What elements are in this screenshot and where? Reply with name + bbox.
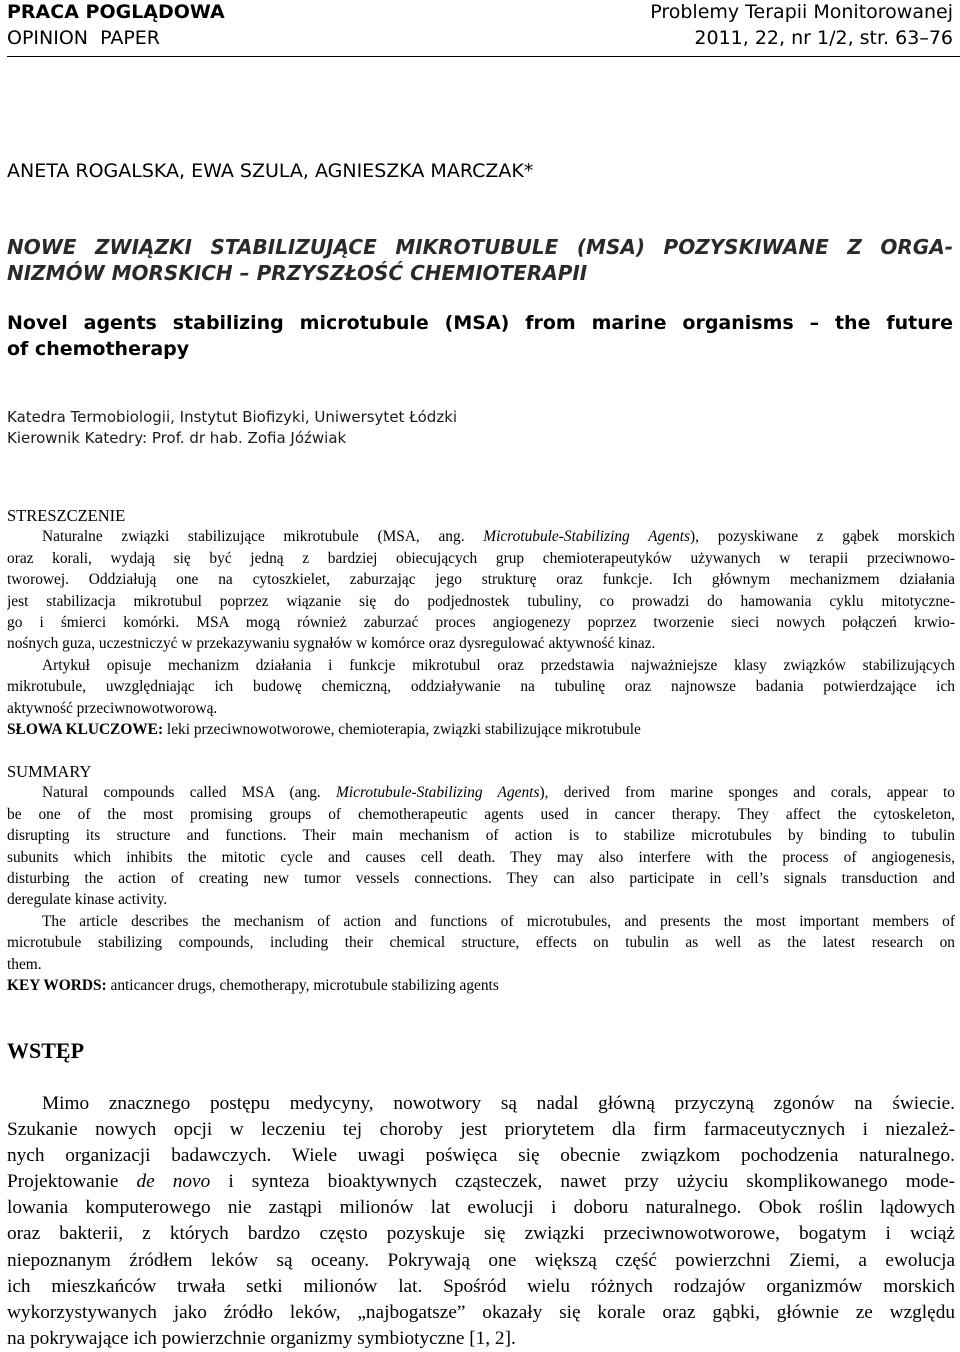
abstract-english-line: disrupting its structure and functions. Their main mechanism of action is to stabilize microtubules by binding to tubulin bbox=[7, 827, 955, 845]
text-run: i synteza bioaktywnych cząsteczek, nawet przy użyciu skomplikowanego mode- bbox=[210, 1171, 955, 1193]
introduction-line: Szukanie nowych opcji w leczeniu tej choroby jest priorytetem dla firm farmaceutycznych i niezależ- bbox=[7, 1119, 955, 1141]
title-polish bbox=[7, 234, 953, 286]
abstract-english-line: them. bbox=[7, 955, 42, 973]
keywords-label: SŁOWA KLUCZOWE: bbox=[7, 721, 164, 739]
affiliation bbox=[7, 407, 457, 449]
introduction-line: nych organizacji badawczych. Wiele uwagi poświęca się obecnie związkom pochodzenia naturalnego. bbox=[7, 1145, 955, 1167]
title-polish-line: NIZMÓW MORSKICH – PRZYSZŁOŚĆ CHEMIOTERAPII bbox=[7, 261, 588, 285]
title-polish-line: NOWE ZWIĄZKI STABILIZUJĄCE MIKROTUBULE (MSA) POZYSKIWANE Z ORGA- bbox=[7, 235, 953, 259]
text-run: Natural compounds called MSA (ang. bbox=[42, 784, 337, 802]
text-run: ), derived from marine sponges and corals, appear to bbox=[539, 784, 955, 802]
introduction-line: ich mieszkańców trwała setki milionów lat. Spośród wielu różnych rodzajów organizmów morskich bbox=[7, 1275, 955, 1297]
title-english-line: of chemotherapy bbox=[7, 338, 190, 360]
abstract-polish bbox=[7, 505, 955, 740]
affiliation-line: Katedra Termobiologii, Instytut Biofizyki, Uniwersytet Łódzki bbox=[7, 408, 458, 426]
keywords-english bbox=[7, 975, 955, 996]
abstract-english bbox=[7, 761, 955, 996]
abstract-polish-line: go i śmierci komórki. MSA mogą również zaburzać proces angiogenezy poprzez tworzenie sieci nowych połączeń krwio- bbox=[7, 614, 955, 632]
abstract-polish-line: oraz korali, wydają się być jedną z bardziej obiecujących grup chemioterapeutyków używanych w terapii przeciwnowo- bbox=[7, 549, 955, 567]
article-type-en: OPINION PAPER bbox=[7, 27, 160, 49]
introduction-line bbox=[7, 1169, 955, 1195]
abstract-polish-line: nośnych guza, uczestniczyć w przekazywaniu sygnałów w komórce oraz dysregulować aktywność kinaz. bbox=[7, 635, 656, 653]
abstract-english-line: disturbing the action of creating new tumor vessels connections. They can also participate in cell’s signals transduction and bbox=[7, 870, 955, 888]
journal-name: Problemy Terapii Monitorowanej bbox=[650, 1, 953, 23]
abstract-english-line bbox=[7, 782, 955, 803]
journal-header-row-2 bbox=[7, 26, 953, 51]
keywords-text: leki przeciwnowotworowe, chemioterapia, związki stabilizujące mikrotubule bbox=[163, 721, 641, 739]
header-divider bbox=[7, 56, 960, 57]
section-heading-introduction: WSTĘP bbox=[7, 1038, 85, 1063]
abstract-english-heading: SUMMARY bbox=[7, 762, 92, 781]
affiliation-line: Kierownik Katedry: Prof. dr hab. Zofia Jóźwiak bbox=[7, 429, 347, 447]
abstract-polish-line: tworowej. Oddziałują one na cytoszkielet, zaburzając jego strukturę oraz funkcje. Ich głównym mechanizmem działania bbox=[7, 571, 955, 589]
text-run-italic: de novo bbox=[136, 1171, 211, 1193]
introduction-line: na pokrywające ich powierzchnie organizmy symbiotyczne [1, 2]. bbox=[7, 1327, 516, 1349]
keywords-text: anticancer drugs, chemotherapy, microtubule stabilizing agents bbox=[106, 977, 499, 995]
abstract-polish-heading: STRESZCZENIE bbox=[7, 506, 126, 525]
text-run: Projektowanie bbox=[7, 1171, 137, 1193]
authors: ANETA ROGALSKA, EWA SZULA, AGNIESZKA MARCZAK* bbox=[7, 160, 534, 182]
introduction-line: wykorzystywanych jako źródło leków, „najbogatsze” okazały się korale oraz gąbki, głównie ze względu bbox=[7, 1301, 955, 1323]
title-english bbox=[7, 310, 953, 362]
title-english-line: Novel agents stabilizing microtubule (MSA) from marine organisms – the future bbox=[7, 312, 953, 334]
text-run-italic: Microtubule-Stabilizing Agents bbox=[483, 528, 691, 546]
text-run-italic: Microtubule-Stabilizing Agents bbox=[336, 784, 540, 802]
journal-header-row-1 bbox=[7, 0, 953, 25]
abstract-english-line: microtubule stabilizing compounds, including their chemical structure, effects on tubulin as well as the latest research on bbox=[7, 934, 955, 952]
keywords-polish bbox=[7, 719, 955, 740]
introduction-line: niepoznanym źródłem leków są oceany. Pokrywają one większą część powierzchni Ziemi, a ewolucja bbox=[7, 1249, 955, 1271]
text-run: Naturalne związki stabilizujące mikrotubule (MSA, ang. bbox=[42, 528, 484, 546]
abstract-polish-line bbox=[7, 526, 955, 547]
journal-volume: 2011, 22, nr 1/2, str. 63–76 bbox=[694, 27, 953, 49]
introduction-line: Mimo znacznego postępu medycyny, nowotwory są nadal główną przyczyną zgonów na świecie. bbox=[42, 1093, 955, 1114]
abstract-english-line: be one of the most promising groups of chemotherapeutic agents used in cancer therapy. They affect the cytoskeleton, bbox=[7, 805, 955, 823]
abstract-polish-line: aktywność przeciwnowotworową. bbox=[7, 699, 218, 717]
introduction-body bbox=[7, 1091, 955, 1352]
introduction-line: lowania komputerowego nie zastąpi milionów lat ewolucji i doboru naturalnego. Obok roślin lądowych bbox=[7, 1197, 955, 1219]
abstract-english-line: The article describes the mechanism of action and functions of microtubules, and presents the most important members of bbox=[42, 912, 955, 930]
abstract-english-line: subunits which inhibits the mitotic cycle and causes cell death. They may also interfere with the process of angiogenesis, bbox=[7, 848, 955, 866]
abstract-polish-line: mikrotubule, uwzględniając ich budowę chemiczną, oddziaływanie na tubulinę oraz najnowsze badania potwierdzające ich bbox=[7, 678, 955, 696]
introduction-line: oraz bakterii, z których bardzo często pozyskuje się związki przeciwnowotworowe, bogatym i wciąż bbox=[7, 1223, 955, 1245]
abstract-polish-line: Artykuł opisuje mechanizm działania i funkcje mikrotubul oraz przedstawia najważniejsze klasy związków stabilizujących bbox=[42, 656, 955, 674]
article-type-pl: PRACA POGLĄDOWA bbox=[7, 1, 225, 23]
text-run: ), pozyskiwane z gąbek morskich bbox=[690, 528, 955, 546]
abstract-polish-line: jest stabilizacja mikrotubul poprzez wiązanie się do podjednostek tubuliny, co prowadzi do hamowania cyklu mitotyczne- bbox=[7, 592, 955, 610]
keywords-label: KEY WORDS: bbox=[7, 977, 107, 995]
abstract-english-line: deregulate kinase activity. bbox=[7, 891, 168, 909]
